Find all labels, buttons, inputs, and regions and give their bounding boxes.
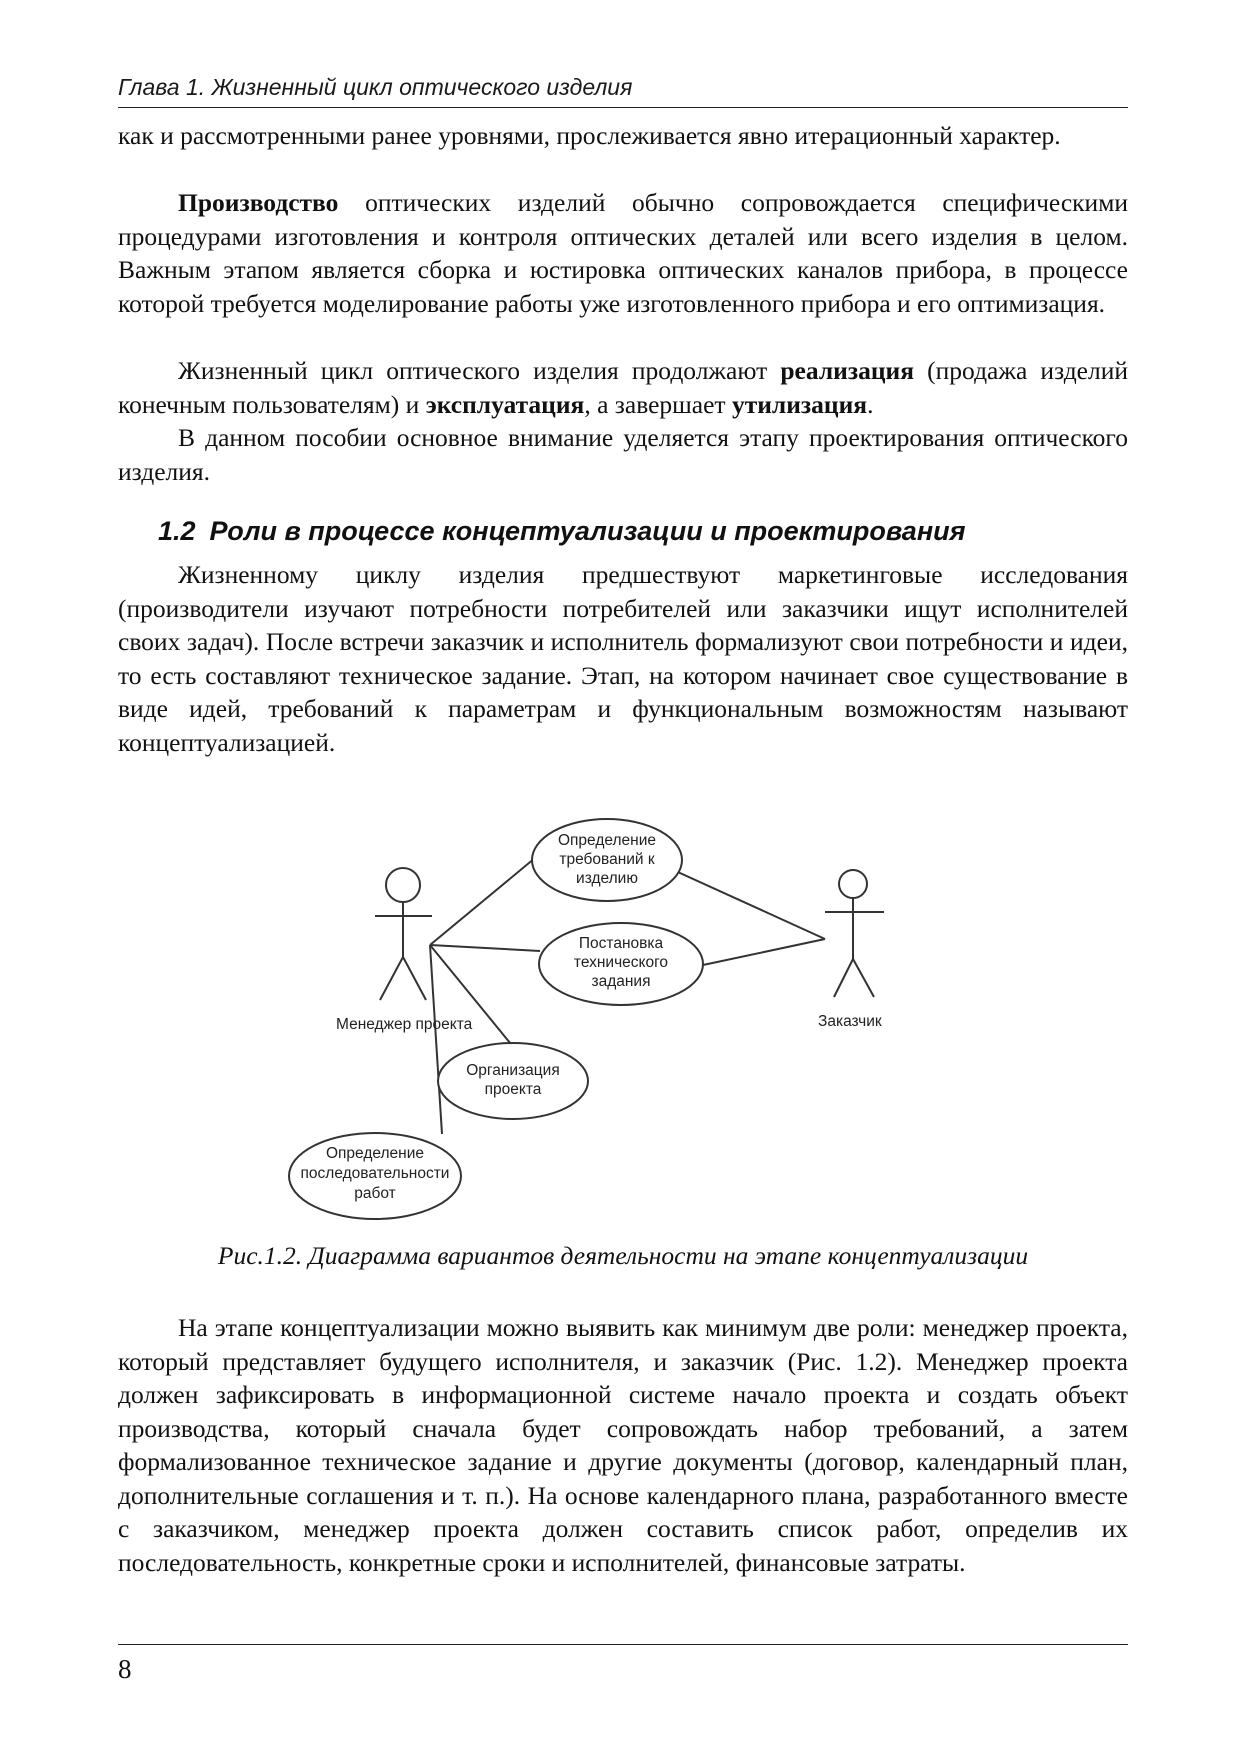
term-utilization: утилизация — [731, 389, 868, 419]
paragraph-5: Жизненному циклу изделия предшествуют маркетинговые исследования (производители изучают потребности потребителей или заказчики ищут исполнителей своих задач). После встречи заказчик и исполнитель формализуют свои потребности и идеи, то есть составляют техническое задание. Этап, на котором начинает свое существование в виде идей, требований к параметрам и функциональным возможностям называют концептуализацией. — [118, 560, 1128, 757]
use-case-diagram — [270, 812, 930, 1237]
customer-label: Заказчик — [818, 1013, 882, 1030]
paragraph-1: как и рассмотренными ранее уровнями, прослеживается явно итерационный характер. — [118, 121, 1061, 150]
use-case-technical-spec — [539, 923, 703, 1005]
paragraph-3 — [118, 354, 1128, 421]
use-case-requirements-line-1: Определение — [557, 832, 657, 849]
customer-left-leg — [834, 959, 853, 997]
actor-manager — [336, 868, 473, 1033]
link-manager-sequence — [430, 945, 442, 1134]
paragraph-3-d: , а завершает — [584, 389, 732, 419]
use-case-spec-line-2: технического — [573, 954, 669, 971]
use-case-requirements-line-3: изделию — [576, 870, 638, 887]
use-case-sequence-line-3: работ — [354, 1185, 396, 1202]
paragraph-3-a: Жизненный цикл оптического изделия продолжают — [178, 356, 781, 385]
manager-right-leg — [403, 957, 426, 1000]
term-exploitation: эксплуатация — [425, 389, 585, 419]
use-case-requirements-line-2: требований к — [559, 851, 655, 868]
use-case-organization-line-2: проекта — [484, 1081, 542, 1098]
manager-left-leg — [380, 957, 403, 1000]
paragraph-3-c: (продажа изделий конечным пользователям) и — [118, 356, 1129, 419]
section-number: 1.2 — [158, 516, 196, 546]
use-case-spec-line-3: задания — [591, 973, 651, 990]
use-case-sequence-line-1: Определение — [325, 1145, 425, 1162]
use-case-sequence-line-2: последовательности — [300, 1165, 450, 1182]
link-manager-spec — [430, 945, 540, 951]
paragraph-2 — [118, 186, 1128, 320]
paragraph-4: В данном пособии основное внимание уделяется этапу проектирования оптического изделия. — [118, 423, 1128, 486]
link-manager-organization — [430, 945, 515, 1049]
actor-customer — [818, 870, 884, 1030]
use-case-organization-line-1: Организация — [466, 1062, 560, 1079]
section-title: Роли в процессе концептуализации и проектирования — [209, 516, 966, 546]
page-number: 8 — [118, 1654, 132, 1684]
use-case-organization — [438, 1043, 588, 1119]
paragraph-6: На этапе концептуализации можно выявить как минимум две роли: менеджер проекта, который представляет будущего исполнителя, и заказчик (Рис. 1.2). Менеджер проекта должен зафиксировать в информационной системе начало проекта и создать объект производства, который сначала будет сопровождать набор требований, а затем формализованное техническое задание и другие документы (договор, календарный план, дополнительные соглашения и т. п.). На основе календарного плана, разработанного вместе с заказчиком, менеджер проекта должен составить список работ, определив их последовательность, конкретные сроки и исполнителей, финансовые затраты. — [118, 1313, 1128, 1577]
use-case-requirements — [532, 819, 682, 901]
paragraph-3-e: . — [867, 389, 874, 419]
link-customer-requirements — [669, 868, 825, 939]
manager-label: Менеджер проекта — [336, 1016, 473, 1033]
manager-head — [386, 868, 420, 902]
term-realization: реализация — [780, 356, 915, 385]
term-production: Производство — [178, 188, 339, 217]
footer-rule — [118, 1644, 1128, 1645]
link-manager-requirements — [430, 858, 535, 945]
customer-right-leg — [853, 959, 874, 997]
section-heading — [158, 514, 1128, 548]
use-case-work-sequence — [289, 1133, 461, 1219]
customer-head — [839, 870, 867, 898]
running-head: Глава 1. Жизненный цикл оптического изделия — [118, 74, 633, 100]
paragraph-2-text: оптических изделий обычно сопровождается специфическими процедурами изготовления и контроля оптических деталей или всего изделия в целом. Важным этапом является сборка и юстировка оптических каналов прибора, в процессе которой требуется моделирование работы уже изготовленного прибора и его оптимизация. — [118, 188, 1128, 318]
use-case-spec-line-1: Постановка — [578, 935, 664, 952]
figure-caption: Рис.1.2. Диаграмма вариантов деятельности на этапе концептуализации — [217, 1241, 1029, 1270]
link-customer-spec — [703, 939, 825, 965]
header-rule — [118, 107, 1128, 108]
